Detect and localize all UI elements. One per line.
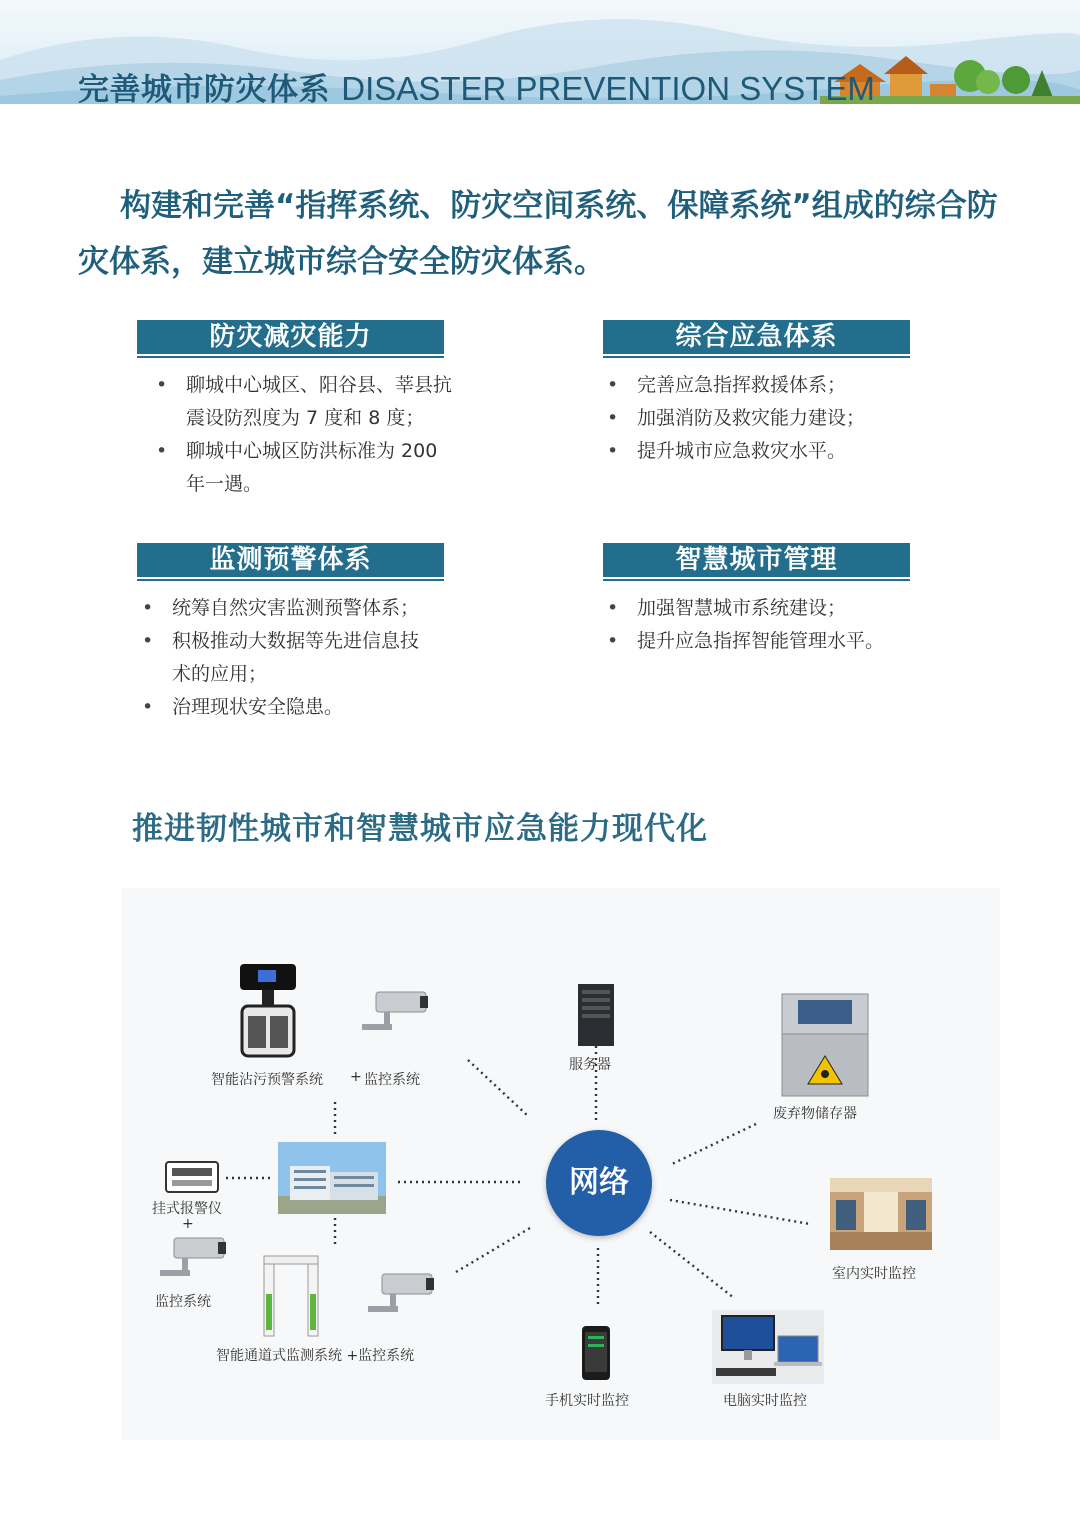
banner-title-cn: 完善城市防灾体系 (78, 72, 330, 104)
list-item: • 治理现状安全隐患。 (142, 691, 427, 724)
header-banner (0, 0, 1080, 104)
network-diagram (122, 888, 1000, 1440)
banner-title-en: DISASTER PREVENTION SYSTEM (341, 70, 875, 104)
label-plus: + (350, 1069, 362, 1085)
diagram-subtitle: 推进韧性城市和智慧城市应急能力现代化 (132, 811, 708, 847)
waste-storage-icon (776, 992, 874, 1102)
label-plus: + (182, 1216, 194, 1232)
label-warning-system: 智能沾污预警系统 (211, 1072, 323, 1088)
section-heading-disaster-reduction: 防灾减灾能力 (137, 320, 444, 354)
server-icon (572, 980, 620, 1050)
network-hub: 网络 (546, 1130, 652, 1236)
link-warning (468, 1060, 528, 1116)
label-channel-gate: 智能通道式监测系统 +监控系统 (216, 1348, 415, 1364)
indoor-photo (830, 1178, 932, 1250)
list-item: • 积极推动大数据等先进信息技术的应用； (142, 625, 427, 691)
label-monitor-system: 监控系统 (364, 1072, 420, 1088)
label-server: 服务器 (569, 1057, 611, 1073)
label-monitor-system: 监控系统 (155, 1294, 211, 1310)
list-item: • 提升应急指挥智能管理水平。 (607, 625, 907, 658)
link-pc (650, 1232, 734, 1298)
intro-paragraph: 构建和完善“指挥系统、防灾空间系统、保障系统”组成的综合防灾体系，建立城市综合安全防灾体系。 (78, 188, 998, 280)
channel-gate-icon (260, 1254, 322, 1338)
computer-icon (712, 1310, 824, 1384)
list-item: • 聊城中心城区防洪标准为 200 年一遇。 (156, 435, 456, 501)
link-waste (672, 1124, 756, 1164)
camera-icon (364, 1270, 438, 1322)
list-item: • 聊城中心城区、阳谷县、莘县抗震设防烈度为 7 度和 8 度； (156, 369, 456, 435)
phone-icon (580, 1324, 612, 1382)
link-gate (456, 1228, 530, 1272)
label-alarm: 挂式报警仪 (152, 1201, 222, 1217)
camera-icon (358, 988, 432, 1040)
alarm-device-icon (164, 1160, 220, 1196)
section-list-monitoring (142, 592, 427, 724)
list-item: • 加强智慧城市系统建设； (607, 592, 907, 625)
list-item: • 统筹自然灾害监测预警体系； (142, 592, 427, 625)
label-indoor-monitor: 室内实时监控 (832, 1266, 916, 1282)
link-indoor (670, 1200, 810, 1224)
section-list-disaster-reduction (156, 369, 456, 501)
list-item: • 完善应急指挥救援体系； (607, 369, 907, 402)
camera-icon (156, 1234, 230, 1286)
warning-kiosk-icon (236, 962, 300, 1062)
label-pc-monitor: 电脑实时监控 (723, 1393, 807, 1409)
section-heading-smart-city: 智慧城市管理 (603, 543, 910, 577)
section-list-smart-city (607, 592, 907, 658)
building-photo (278, 1142, 386, 1214)
label-waste-storage: 废弃物储存器 (773, 1106, 857, 1122)
section-heading-monitoring: 监测预警体系 (137, 543, 444, 577)
label-phone-monitor: 手机实时监控 (545, 1393, 629, 1409)
section-heading-emergency-system: 综合应急体系 (603, 320, 910, 354)
banner-title (78, 64, 875, 104)
section-list-emergency-system (607, 369, 907, 468)
list-item: • 加强消防及救灾能力建设； (607, 402, 907, 435)
list-item: • 提升城市应急救灾水平。 (607, 435, 907, 468)
